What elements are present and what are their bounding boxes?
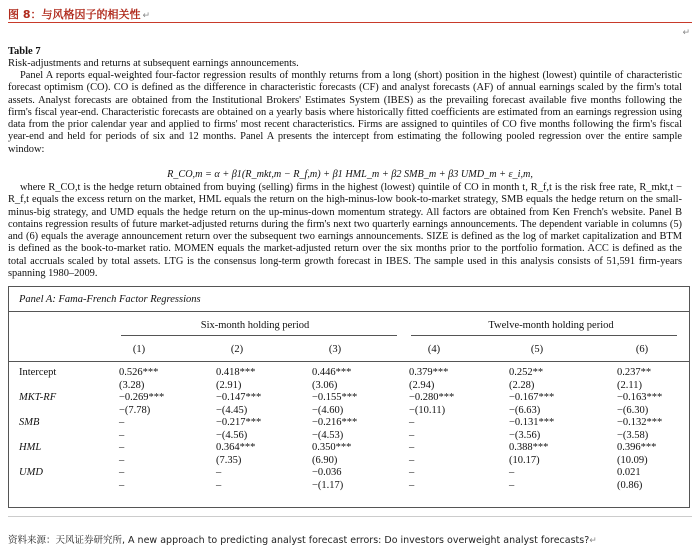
t-stat-cell: (2.28) bbox=[509, 379, 535, 391]
coefficient-cell: 0.388*** bbox=[509, 442, 549, 453]
source-divider bbox=[8, 516, 692, 517]
t-stat-cell: (2.94) bbox=[409, 379, 435, 391]
t-stat-cell: −(4.53) bbox=[312, 429, 344, 441]
t-stat-cell: (0.86) bbox=[617, 479, 643, 491]
coefficient-cell: – bbox=[409, 467, 415, 478]
t-stat-cell: (6.90) bbox=[312, 454, 338, 466]
t-stat-cell: −(3.56) bbox=[509, 429, 541, 441]
t-stat-cell: – bbox=[509, 479, 515, 491]
row-label: UMD bbox=[19, 467, 43, 478]
corner-mark: ↵ bbox=[682, 28, 690, 38]
coefficient-cell: −0.163*** bbox=[617, 392, 663, 403]
row-label: HML bbox=[19, 442, 42, 453]
t-stat-cell: −(4.60) bbox=[312, 404, 344, 416]
coefficient-cell: −0.155*** bbox=[312, 392, 358, 403]
figure-title: 图 8：与风格因子的相关性 ↵ bbox=[8, 8, 151, 21]
coefficient-cell: 0.364*** bbox=[216, 442, 256, 453]
t-stat-cell: −(4.45) bbox=[216, 404, 248, 416]
row-label: Intercept bbox=[19, 367, 57, 378]
regression-formula: R_CO,m = α + β1(R_mkt,m − R_f,m) + β1 HML_m + β2 SMB_m + β3 UMD_m + ε_i,m, bbox=[167, 169, 533, 180]
column-number: (4) bbox=[427, 344, 441, 355]
panel-title-rule bbox=[9, 311, 689, 312]
coefficient-cell: 0.446*** bbox=[312, 367, 352, 378]
coefficient-cell: – bbox=[509, 467, 515, 478]
column-number: (6) bbox=[635, 344, 649, 355]
group-header-twelve-month: Twelve-month holding period bbox=[488, 320, 614, 331]
group-header-six-month: Six-month holding period bbox=[200, 320, 310, 331]
source-return-mark: ↵ bbox=[589, 536, 597, 546]
t-stat-cell: (10.09) bbox=[617, 454, 648, 466]
column-number: (1) bbox=[132, 344, 146, 355]
coefficient-cell: – bbox=[409, 417, 415, 428]
column-number: (2) bbox=[230, 344, 244, 355]
title-rule bbox=[8, 22, 692, 23]
t-stat-cell: – bbox=[409, 479, 415, 491]
coefficient-cell: – bbox=[119, 417, 125, 428]
t-stat-cell: −(4.56) bbox=[216, 429, 248, 441]
coefficient-cell: −0.132*** bbox=[617, 417, 663, 428]
t-stat-cell: −(10.11) bbox=[409, 404, 446, 416]
table-subtitle: Risk-adjustments and returns at subsequent earnings announcements. bbox=[8, 58, 299, 69]
panel-title: Panel A: Fama-French Factor Regressions bbox=[19, 294, 201, 305]
coefficient-cell: 0.379*** bbox=[409, 367, 449, 378]
coefficient-cell: – bbox=[119, 467, 125, 478]
t-stat-cell: – bbox=[119, 429, 125, 441]
coefficient-cell: 0.526*** bbox=[119, 367, 159, 378]
group-rule-six-month bbox=[121, 335, 397, 336]
t-stat-cell: −(6.63) bbox=[509, 404, 541, 416]
group-rule-twelve-month bbox=[411, 335, 677, 336]
column-number: (5) bbox=[530, 344, 544, 355]
t-stat-cell: −(3.58) bbox=[617, 429, 649, 441]
t-stat-cell: – bbox=[216, 479, 222, 491]
coefficient-cell: −0.147*** bbox=[216, 392, 262, 403]
coefficient-cell: −0.216*** bbox=[312, 417, 358, 428]
row-label: SMB bbox=[19, 417, 40, 428]
panel-a-table bbox=[8, 286, 690, 508]
t-stat-cell: −(7.78) bbox=[119, 404, 151, 416]
coefficient-cell: −0.131*** bbox=[509, 417, 555, 428]
t-stat-cell: (2.11) bbox=[617, 379, 642, 391]
coefficient-cell: −0.280*** bbox=[409, 392, 455, 403]
t-stat-cell: −(1.17) bbox=[312, 479, 344, 491]
coefficient-cell: – bbox=[216, 467, 222, 478]
coefficient-cell: 0.396*** bbox=[617, 442, 657, 453]
coefficient-cell: −0.217*** bbox=[216, 417, 262, 428]
coefficient-cell: 0.021 bbox=[617, 467, 641, 478]
t-stat-cell: – bbox=[409, 429, 415, 441]
coefficient-cell: 0.418*** bbox=[216, 367, 256, 378]
header-rule bbox=[9, 361, 689, 362]
t-stat-cell: −(6.30) bbox=[617, 404, 649, 416]
t-stat-cell: (3.06) bbox=[312, 379, 338, 391]
description-paragraph-2: where R_CO,t is the hedge return obtained from buying (selling) firms in the highest (lowest) quintile of CO in month t, R_f,t is the risk free rate, R_mkt,t − R_f,t equals the excess return on the market, HML equals the return on the high-minus-low book-to-market strategy, SMB equals the hedge return on the small-minus-big strategy, and UMD equals the hedge return on the up-minus-down momentum strategy. All factors are obtained from Ken French's website. Panel B contains regression results of future market-adjusted returns during the firm's next two quarterly earnings announcements. The dependent variable in columns (5) and (6) equals the average announcement return over the subsequent two earnings announcements. SIZE is defined as the log of market capitalization and BTM is defined as the book-to-market ratio. MOMEN equals the market-adjusted return over the six months prior to the portfolio formation. ACC is defined as the total accruals scaled by total assets. LTG is the consensus long-term growth forecast in IBES. The sample used in this analysis consists of 51,591 firm-years spanning 1980–2009. bbox=[8, 182, 682, 280]
column-number: (3) bbox=[328, 344, 342, 355]
row-label: MKT-RF bbox=[19, 392, 57, 403]
description-paragraph-1: Panel A reports equal-weighted four-factor regression results of monthly returns from a long (short) position in the highest (lowest) quintile of characteristic forecast optimism (CO). CO is defined as the difference in characteristic forecasts (CF) and analyst forecasts (AF) of annual earnings scaled by the firm's total assets. Analyst forecasts are obtained from the Institutional Brokers' Estimates System (IBES) as the prevailing forecast available five months following the firm's fiscal year-end. Characteristic forecasts are obtained on a yearly basis where historically fitted coefficients are estimated from an earnings regression using data from the prior calendar year and applied to firms' most recent characteristics. Firms are assigned to quintiles of CO five months following the firm's fiscal year-end and held for periods of six and 12 months. Panel A presents the intercept from estimating the following pooled regression over the entire sample window: bbox=[8, 70, 682, 155]
coefficient-cell: −0.269*** bbox=[119, 392, 165, 403]
coefficient-cell: – bbox=[409, 442, 415, 453]
t-stat-cell: – bbox=[119, 454, 125, 466]
coefficient-cell: 0.350*** bbox=[312, 442, 352, 453]
coefficient-cell: – bbox=[119, 442, 125, 453]
t-stat-cell: (3.28) bbox=[119, 379, 145, 391]
table-label: Table 7 bbox=[8, 46, 41, 57]
coefficient-cell: 0.252** bbox=[509, 367, 544, 378]
return-mark: ↵ bbox=[142, 11, 151, 21]
t-stat-cell: (10.17) bbox=[509, 454, 540, 466]
coefficient-cell: −0.036 bbox=[312, 467, 342, 478]
t-stat-cell: – bbox=[409, 454, 415, 466]
coefficient-cell: 0.237** bbox=[617, 367, 652, 378]
source-note: 资料来源：天风证券研究所, A new approach to predicting analyst forecast errors: Do investors overweight analyst forecasts?↵ bbox=[8, 535, 597, 546]
t-stat-cell: – bbox=[119, 479, 125, 491]
coefficient-cell: −0.167*** bbox=[509, 392, 555, 403]
t-stat-cell: (7.35) bbox=[216, 454, 242, 466]
t-stat-cell: (2.91) bbox=[216, 379, 242, 391]
